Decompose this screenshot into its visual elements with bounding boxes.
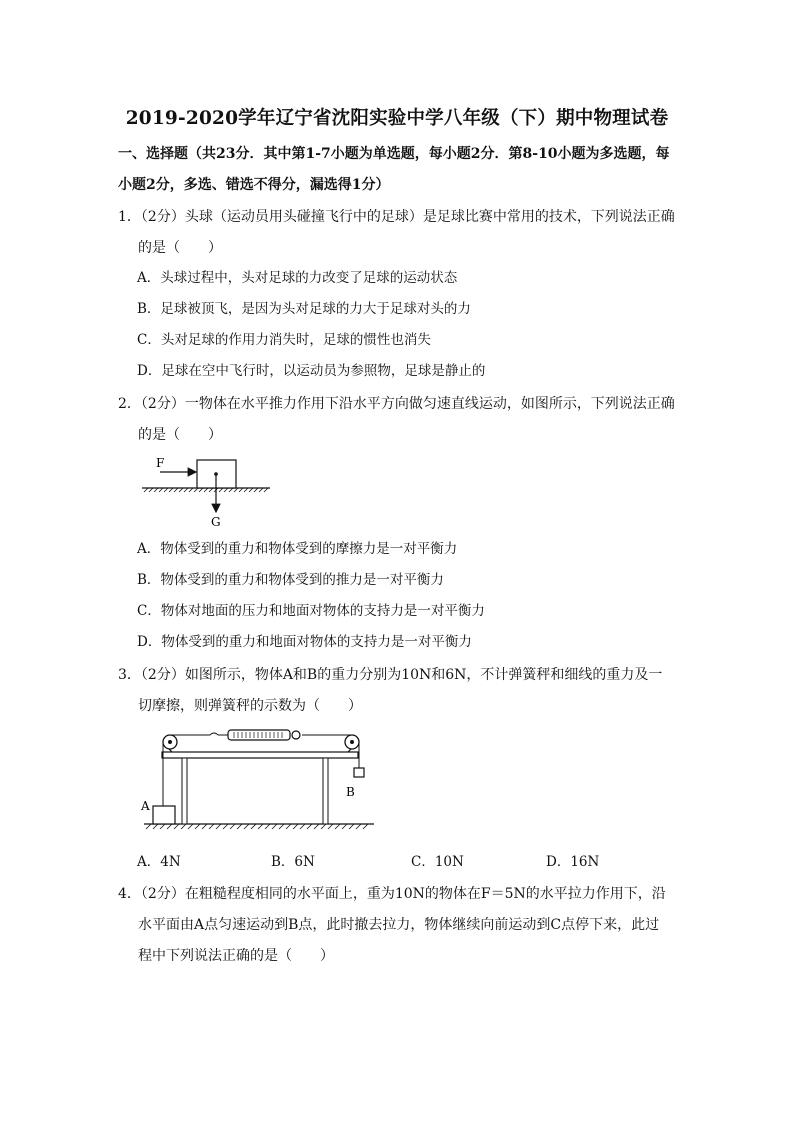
question-3-option-b: B．6N (271, 854, 315, 870)
question-1-option-a: A．头球过程中，头对足球的力改变了足球的运动状态 (137, 270, 458, 286)
question-3-option-c: C．10N (411, 854, 464, 870)
question-1-stem-line1: 1．（2分）头球（运动员用头碰撞飞行中的足球）是足球比赛中常用的技术，下列说法正确 (118, 209, 675, 225)
question-2-option-c: C．物体对地面的压力和地面对物体的支持力是一对平衡力 (137, 603, 485, 619)
gravity-label: G (211, 515, 221, 529)
question-1-stem-line2: 的是（ ） (138, 240, 222, 256)
question-2-figure (136, 452, 276, 532)
label-a: A (141, 799, 150, 813)
question-2-option-a: A．物体受到的重力和物体受到的摩擦力是一对平衡力 (137, 541, 458, 557)
section-heading-line2: 小题2分，多选、错选不得分，漏选得1分） (118, 177, 390, 193)
question-2-stem-line1: 2．（2分）一物体在水平推力作用下沿水平方向做匀速直线运动，如图所示，下列说法正确 (118, 396, 675, 412)
question-4-stem-line2: 水平面由A点匀速运动到B点，此时撤去拉力，物体继续向前运动到C点停下来，此过 (138, 917, 660, 933)
label-b: B (346, 785, 355, 799)
question-3-figure (138, 728, 378, 836)
question-2-option-b: B．物体受到的重力和物体受到的推力是一对平衡力 (137, 572, 444, 588)
question-3-option-d: D．16N (546, 854, 600, 870)
section-heading-line1: 一、选择题（共23分．其中第1-7小题为单选题，每小题2分．第8-10小题为多选题，每 (118, 146, 670, 162)
question-4-stem-line3: 程中下列说法正确的是（ ） (138, 948, 334, 964)
question-3-option-a: A．4N (137, 854, 181, 870)
block-b (354, 768, 364, 777)
question-1-option-d: D．足球在空中飞行时，以运动员为参照物，足球是静止的 (137, 363, 486, 379)
question-1-option-b: B．足球被顶飞，是因为头对足球的力大于足球对头的力 (137, 301, 471, 317)
question-2-option-d: D．物体受到的重力和地面对物体的支持力是一对平衡力 (137, 634, 472, 650)
question-3-stem-line2: 切摩擦，则弹簧秤的示数为（ ） (138, 698, 362, 714)
block-a (153, 806, 175, 824)
spring-scale (228, 730, 290, 740)
exam-title: 2019-2020学年辽宁省沈阳实验中学八年级（下）期中物理试卷 (125, 108, 669, 129)
force-label: F (156, 456, 165, 470)
question-1-option-c: C．头对足球的作用力消失时，足球的惯性也消失 (137, 332, 431, 348)
question-4-stem-line1: 4．（2分）在粗糙程度相同的水平面上，重为10N的物体在F＝5N的水平拉力作用下，沿 (118, 886, 666, 902)
question-2-stem-line2: 的是（ ） (138, 427, 222, 443)
question-3-stem-line1: 3．（2分）如图所示，物体A和B的重力分别为10N和6N，不计弹簧秤和细线的重力及一 (118, 667, 663, 683)
